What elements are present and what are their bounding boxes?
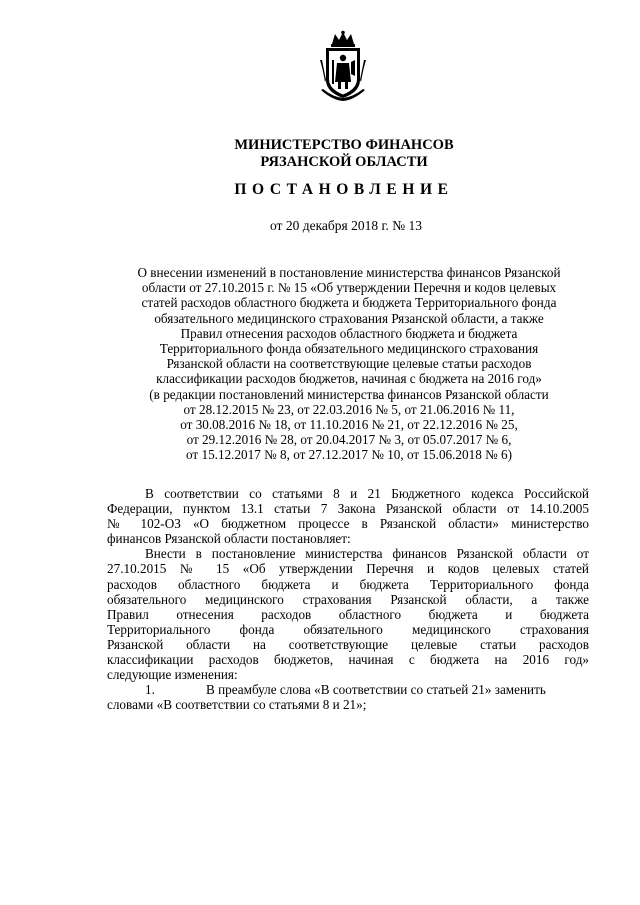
preamble-line: № 102-ОЗ «О бюджетном процессе в Рязанской области» министерство xyxy=(107,516,589,532)
subject-line: от 15.12.2017 № 8, от 27.12.2017 № 10, от 15.06.2018 № 6) xyxy=(186,447,512,463)
ministry-name-line2: РЯЗАНСКОЙ ОБЛАСТИ xyxy=(260,154,428,170)
resolution-line: следующие изменения: xyxy=(107,667,238,683)
subject-line: области от 27.10.2015 г. № 15 «Об утверждении Перечня и кодов целевых xyxy=(141,280,557,296)
subject-line: обязательного медицинского страхования Рязанской области, а также xyxy=(154,310,544,326)
subject-line: классификации расходов бюджетов, начиная с бюджета на 2016 год» xyxy=(156,371,542,387)
preamble-line: В соответствии со статьями 8 и 21 Бюджетного кодекса Российской xyxy=(145,486,589,501)
preamble-line: Федерации, пунктом 13.1 статьи 7 Закона Рязанской области от 14.10.2005 xyxy=(107,501,589,517)
item-1-number: 1. xyxy=(145,682,155,698)
item-1-text: В преамбуле слова «В соответствии со статьей 21» заменить xyxy=(206,682,546,698)
subject-line: Правил отнесения расходов областного бюджета и бюджета xyxy=(180,325,518,341)
resolution-line: расходов областного бюджета и бюджета Территориального фонда xyxy=(107,576,589,592)
item-1-line2: словами «В соответствии со статьями 8 и 21»; xyxy=(107,697,367,713)
coat-of-arms-emblem xyxy=(318,30,368,102)
resolution-line: 27.10.2015 № 15 «Об утверждении Перечня и кодов целевых статей xyxy=(107,561,589,577)
subject-line: О внесении изменений в постановление министерства финансов Рязанской xyxy=(137,265,561,280)
resolution-line: Правил отнесения расходов областного бюджета и бюджета xyxy=(107,606,589,622)
subject-line: от 29.12.2016 № 28, от 20.04.2017 № 3, от 05.07.2017 № 6, xyxy=(186,432,512,448)
subject-line: (в редакции постановлений министерства финансов Рязанской области xyxy=(149,386,549,402)
subject-line: от 30.08.2016 № 18, от 11.10.2016 № 21, от 22.12.2016 № 25, xyxy=(180,417,518,433)
ministry-name-line1: МИНИСТЕРСТВО ФИНАНСОВ xyxy=(234,137,454,153)
resolution-line: обязательного медицинского страхования Рязанской области, а также xyxy=(107,591,589,607)
document-type-title: ПОСТАНОВЛЕНИЕ xyxy=(234,181,454,198)
resolution-line: Рязанской области на соответствующие целевые статьи расходов xyxy=(107,636,589,652)
document-subject xyxy=(108,265,590,463)
document-date-number: от 20 декабря 2018 г. № 13 xyxy=(269,218,423,233)
resolution-line: классификации расходов бюджетов, начиная с бюджета на 2016 год» xyxy=(107,652,589,668)
subject-line: статей расходов областного бюджета и бюджета Территориального фонда xyxy=(141,295,557,311)
subject-line: Территориального фонда обязательного медицинского страхования xyxy=(159,341,539,357)
item-1-line1 xyxy=(107,682,589,697)
subject-line: Рязанской области на соответствующие целевые статьи расходов xyxy=(166,356,532,372)
document-body xyxy=(107,486,589,712)
preamble-line: финансов Рязанской области постановляет: xyxy=(107,531,351,547)
resolution-line: Территориального фонда обязательного медицинского страхования xyxy=(107,621,589,637)
subject-line: от 28.12.2015 № 23, от 22.03.2016 № 5, от 21.06.2016 № 11, xyxy=(183,401,515,417)
resolution-line: Внести в постановление министерства финансов Рязанской области от xyxy=(145,546,589,562)
